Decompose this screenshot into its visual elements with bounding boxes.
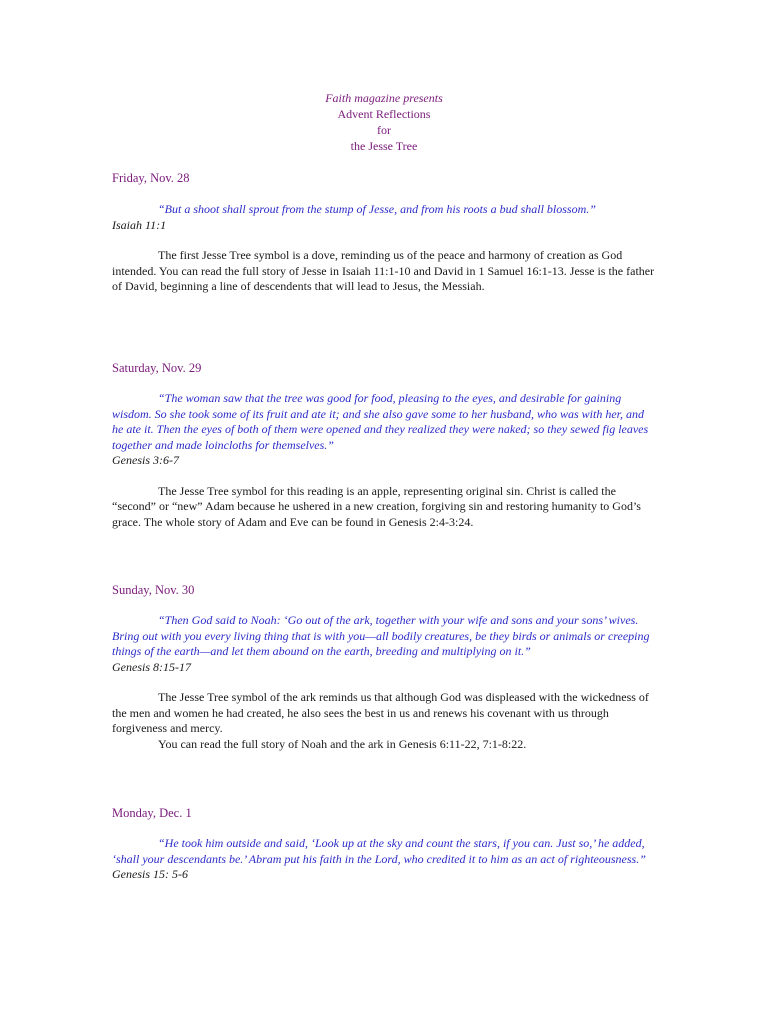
reflection-entry (112, 805, 658, 883)
reflection-entry (112, 360, 658, 530)
reflection-paragraph: You can read the full story of Noah and the ark in Genesis 6:11-22, 7:1-8:22. (158, 736, 527, 751)
scripture-reference: Genesis 3:6-7 (112, 453, 179, 467)
scripture-reference: Genesis 15: 5-6 (112, 867, 188, 881)
scripture-quote: “He took him outside and said, ‘Look up at the sky and count the stars, if you can. Just so,’ he added, ‘shall your descendants be.’ Abram put his faith in the Lord, who credited it to him as an act of righteousness.” (112, 836, 646, 866)
header-line-2: Advent Reflections (337, 107, 431, 121)
reflection-entry (112, 170, 658, 295)
scripture-quote: “The woman saw that the tree was good for food, pleasing to the eyes, and desirable for gaining wisdom. So she took some of its fruit and ate it; and she also gave some to her husband, who was with her, and he ate it. Then the eyes of both of them were opened and they realized they were naked; so they sewed fig leaves together and made loincloths for themselves.” (112, 391, 649, 452)
entry-date: Sunday, Nov. 30 (112, 583, 195, 597)
reflection-paragraph: The Jesse Tree symbol for this reading is an apple, representing original sin. Christ is called the “second” or “new” Adam because he ushered in a new creation, forgiving sin and restoring humanity to God’s grace. The whole story of Adam and Eve can be found in Genesis 2:4-3:24. (112, 483, 641, 529)
reflection-paragraph: The first Jesse Tree symbol is a dove, reminding us of the peace and harmony of creation as God intended. You can read the full story of Jesse in Isaiah 11:1-10 and David in 1 Samuel 16:1-13. Jesse is the father of David, beginning a line of descendents that will lead to Jesus, the Messiah. (112, 248, 655, 293)
entry-date: Friday, Nov. 28 (112, 171, 190, 185)
entry-date: Monday, Dec. 1 (112, 806, 192, 820)
document-header (0, 90, 768, 154)
scripture-reference: Isaiah 11:1 (112, 217, 167, 232)
reflection-paragraph: The Jesse Tree symbol of the ark reminds us that although God was displeased with the wickedness of the men and women he had created, he also sees the best in us and renews his covenant with us through forgiveness and mercy. (112, 690, 649, 735)
entry-date: Saturday, Nov. 29 (112, 361, 202, 375)
header-line-3: for (377, 123, 391, 137)
scripture-quote: “Then God said to Noah: ‘Go out of the ark, together with your wife and sons and your sons’ wives. Bring out with you every living thing that is with you—all bodily creatures, be they birds or animals or creeping things of the earth—and let them abound on the earth, breeding and multiplying on it.” (112, 613, 650, 658)
scripture-quote: “But a shoot shall sprout from the stump of Jesse, and from his roots a bud shall blossom.” (158, 202, 596, 216)
reflection-entry (112, 582, 658, 752)
scripture-reference: Genesis 8:15-17 (112, 659, 191, 674)
header-line-1: Faith magazine presents (325, 91, 443, 105)
header-line-4: the Jesse Tree (350, 139, 418, 153)
